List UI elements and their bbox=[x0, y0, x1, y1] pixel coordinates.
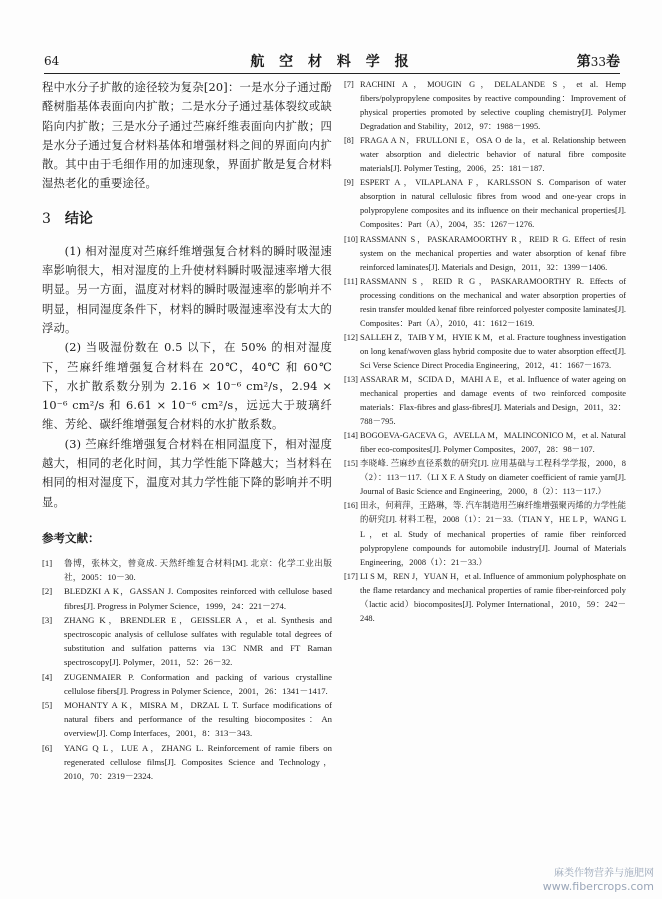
section-title: 结论 bbox=[64, 210, 93, 227]
reference-number: [3] bbox=[42, 614, 53, 625]
reference-text: RASSMANN S，PASKARAMOORTHY R，REID R G. Effect of resin system on the mechanical properties and water absorption of kenaf fibre reinforced laminates[J]. Materials and Design，2011，32：1399－1406. bbox=[360, 234, 626, 272]
reference-text: SALLEH Z，TAIB Y M，HYIE K M，et al. Fracture toughness investigation on long kenaf/woven glass hybrid composite due to water absorption effect[J]. Sci Verse Science Direct Procedia Engineering，2012，41：1667－1673. bbox=[360, 332, 626, 370]
reference-number: [2] bbox=[42, 586, 53, 597]
references-heading: 参考文献： bbox=[42, 530, 100, 545]
reference-item bbox=[344, 233, 626, 275]
reference-number: [4] bbox=[42, 671, 53, 682]
reference-item bbox=[42, 741, 332, 784]
reference-number: [5] bbox=[42, 699, 53, 710]
watermark-url: www.fibercrops.com bbox=[542, 880, 654, 893]
reference-text: ZUGENMAIER P. Conformation and packing of various crystalline cellulose fibers[J]. Progress in Polymer Science，2001，26：1341－1417. bbox=[64, 671, 332, 696]
reference-item bbox=[344, 134, 626, 176]
intro-paragraph: 程中水分子扩散的途径较为复杂[20]：一是水分子通过酚醛树脂基体表面向内扩散；二是水分子通过基体裂纹或缺陷向内扩散；三是水分子通过苎麻纤维表面向内扩散；四是水分子通过复合材料基体和增强材料之间的界面向内扩散。其中由于毛细作用的加速现象，界面扩散是复合材料湿热老化的重要途径。 bbox=[42, 81, 332, 191]
reference-text: YANG Q L，LUE A，ZHANG L. Reinforcement of ramie fibers on regenerated cellulose films[J]. Composites Science and Technology，2010，70：2319－2324. bbox=[64, 742, 332, 781]
conclusion-3: (3) 苎麻纤维增强复合材料在相同温度下，相对湿度越大，相同的老化时间，其力学性能下降越大；当材料在相同的相对湿度下，温度对其力学性能下降的影响并不明显。 bbox=[42, 437, 332, 509]
reference-number: [7] bbox=[344, 80, 354, 89]
volume-suffix: 卷 bbox=[606, 54, 620, 70]
references-left bbox=[42, 556, 332, 783]
reference-item bbox=[42, 556, 332, 584]
reference-item bbox=[344, 331, 626, 373]
reference-item bbox=[344, 429, 626, 457]
reference-text: 李晓峰. 苎麻纱直径系数的研究[J]. 应用基础与工程科学学报，2000，8（2）：113－117.（LI X F. A Study on diameter coefficient of ramie yarn[J]. Journal of Basic Science and Engineering，2000，8（2）：113－117.） bbox=[360, 459, 626, 497]
reference-text: FRAGA A N，FRULLONI E，OSA O de la，et al. Relationship between water absorption and dielectric behavior of natural fibre composite materials[J]. Polymer Testing，2006，25：181－187. bbox=[360, 136, 626, 174]
volume-label bbox=[577, 51, 620, 71]
reference-item bbox=[344, 176, 626, 232]
journal-title: 航 空 材 料 学 报 bbox=[250, 54, 414, 70]
reference-text: RACHINI A，MOUGIN G，DELALANDE S，et al. Hemp fibers/polypropylene composites by reactive compounding：Improvement of physical properties promoted by selective coupling chemistry[J]. Polymer Degradation and Stability，2012，97：1988－1995. bbox=[360, 80, 626, 132]
reference-number: [15] bbox=[344, 459, 358, 469]
reference-item bbox=[344, 78, 626, 134]
reference-text: RASSMANN S，REID R G，PASKARAMOORTHY R. Effects of processing conditions on the mechanical and water absorption properties of resin transfer moulded kenaf fibre reinforced polyester composite laminates[J]. Composites：Part（A），2010，41：1612－1619. bbox=[360, 276, 626, 328]
site-watermark bbox=[543, 867, 654, 893]
watermark-site-name: 麻类作物营养与施肥网 bbox=[554, 868, 654, 879]
reference-number: [1] bbox=[42, 557, 53, 568]
reference-item bbox=[344, 373, 626, 429]
reference-text: 鲁博，张林文，曾竟成. 天然纤维复合材料[M]. 北京：化学工业出版社，2005：10－30. bbox=[64, 557, 332, 583]
reference-item bbox=[344, 570, 626, 626]
reference-text: 田永，何莉萍，王路琳，等. 汽车制造用苎麻纤维增强聚丙烯的力学性能的研究[J]. 材料工程，2008（1）：21－33.（TIAN Y，HE L P，WANG L L，et al. Study of mechanical properties of ramie fiber reinforced polypropylene compounds for automobile industry[J]. Journal of Materials Engineering，2008（1）：21－33.） bbox=[360, 501, 626, 567]
reference-text: ASSARAR M，SCIDA D，MAHI A E，et al. Influence of water ageing on mechanical properties and damage events of two reinforced composite materials：Flax-fibres and glass-fibres[J]. Materials and Design，2011，32：788－795. bbox=[360, 374, 626, 427]
reference-item bbox=[42, 670, 332, 698]
section-number: 3 bbox=[42, 210, 51, 227]
reference-item bbox=[42, 613, 332, 670]
reference-item bbox=[344, 275, 626, 331]
page-number: 64 bbox=[44, 54, 60, 68]
reference-text: ZHANG K，BRENDLER E，GEISSLER A，et al. Synthesis and spectroscopic analysis of cellulose sulfates with regulable total degrees of substitution and sulfation patterns via 13C NMR and FT Raman spectroscopy[J]. Polymer，2011，52：26－32. bbox=[64, 614, 332, 668]
page-header bbox=[44, 50, 620, 74]
reference-text: BLEDZKI A K，GASSAN J. Composites reinforced with cellulose based fibres[J]. Progress in Polymer Science，1999，24：221－274. bbox=[64, 586, 332, 611]
right-column bbox=[344, 78, 626, 626]
reference-number: [9] bbox=[344, 178, 354, 188]
volume-prefix: 第 bbox=[576, 54, 591, 70]
reference-number: [8] bbox=[344, 136, 354, 146]
reference-item bbox=[42, 584, 332, 612]
section-heading bbox=[42, 208, 332, 228]
reference-item bbox=[42, 698, 332, 741]
conclusion-1: (1) 相对湿度对苎麻纤维增强复合材料的瞬时吸湿速率影响很大，相对湿度的上升使材料瞬时吸湿速率增大很明显。另一方面，温度对材料的瞬时吸湿速率的影响并不明显，相同湿度条件下，材料的瞬时吸湿速率没有太大的浮动。 bbox=[42, 244, 332, 335]
reference-number: [12] bbox=[344, 332, 358, 342]
reference-text: BOGOEVA-GACEVA G，AVELLA M，MALINCONICO M，et al. Natural fiber eco-composites[J]. Polymer Composites，2007，28：98－107. bbox=[360, 431, 626, 455]
volume-number: 33 bbox=[590, 55, 606, 69]
reference-text: LI S M，REN J，YUAN H，et al. Influence of ammonium polyphosphate on the flame retardancy and mechanical properties of ramie fiber-reinforced poly（lactic acid）biocomposites[J]. Polymer International，2010，59：242－248. bbox=[360, 571, 626, 623]
reference-item bbox=[344, 457, 626, 499]
reference-number: [6] bbox=[42, 742, 53, 753]
reference-number: [16] bbox=[344, 501, 358, 511]
reference-item bbox=[344, 499, 626, 569]
reference-text: ESPERT A，VILAPLANA F，KARLSSON S. Comparison of water absorption in natural cellulosic fibres from wood and one-year crops in polypropylene composites and its influence on their mechanical properties[J]. Composites：Part（A），2004，35：1267－1276. bbox=[360, 178, 626, 230]
reference-text: MOHANTY A K，MISRA M，DRZAL L T. Surface modifications of natural fibers and performance of the resulting biocomposites：An overview[J]. Comp Interfaces，2001，8：313－343. bbox=[64, 699, 332, 739]
conclusion-2: (2) 当吸湿份数在 0.5 以下，在 50% 的相对湿度下，苎麻纤维增强复合材料在 20℃，40℃ 和 60℃ 下，水扩散系数分别为 2.16 × 10⁻⁶ cm²/s，2.94 × 10⁻⁶ cm²/s 和 6.61 × 10⁻⁶ cm²/s，远远大于玻璃纤维、芳纶、碳纤维增强复合材料的水扩散系数。 bbox=[42, 341, 332, 432]
reference-number: [10] bbox=[344, 234, 358, 244]
reference-number: [11] bbox=[344, 276, 358, 286]
reference-number: [14] bbox=[344, 431, 358, 441]
reference-number: [17] bbox=[344, 571, 358, 581]
reference-number: [13] bbox=[344, 374, 358, 384]
left-column bbox=[42, 78, 332, 783]
